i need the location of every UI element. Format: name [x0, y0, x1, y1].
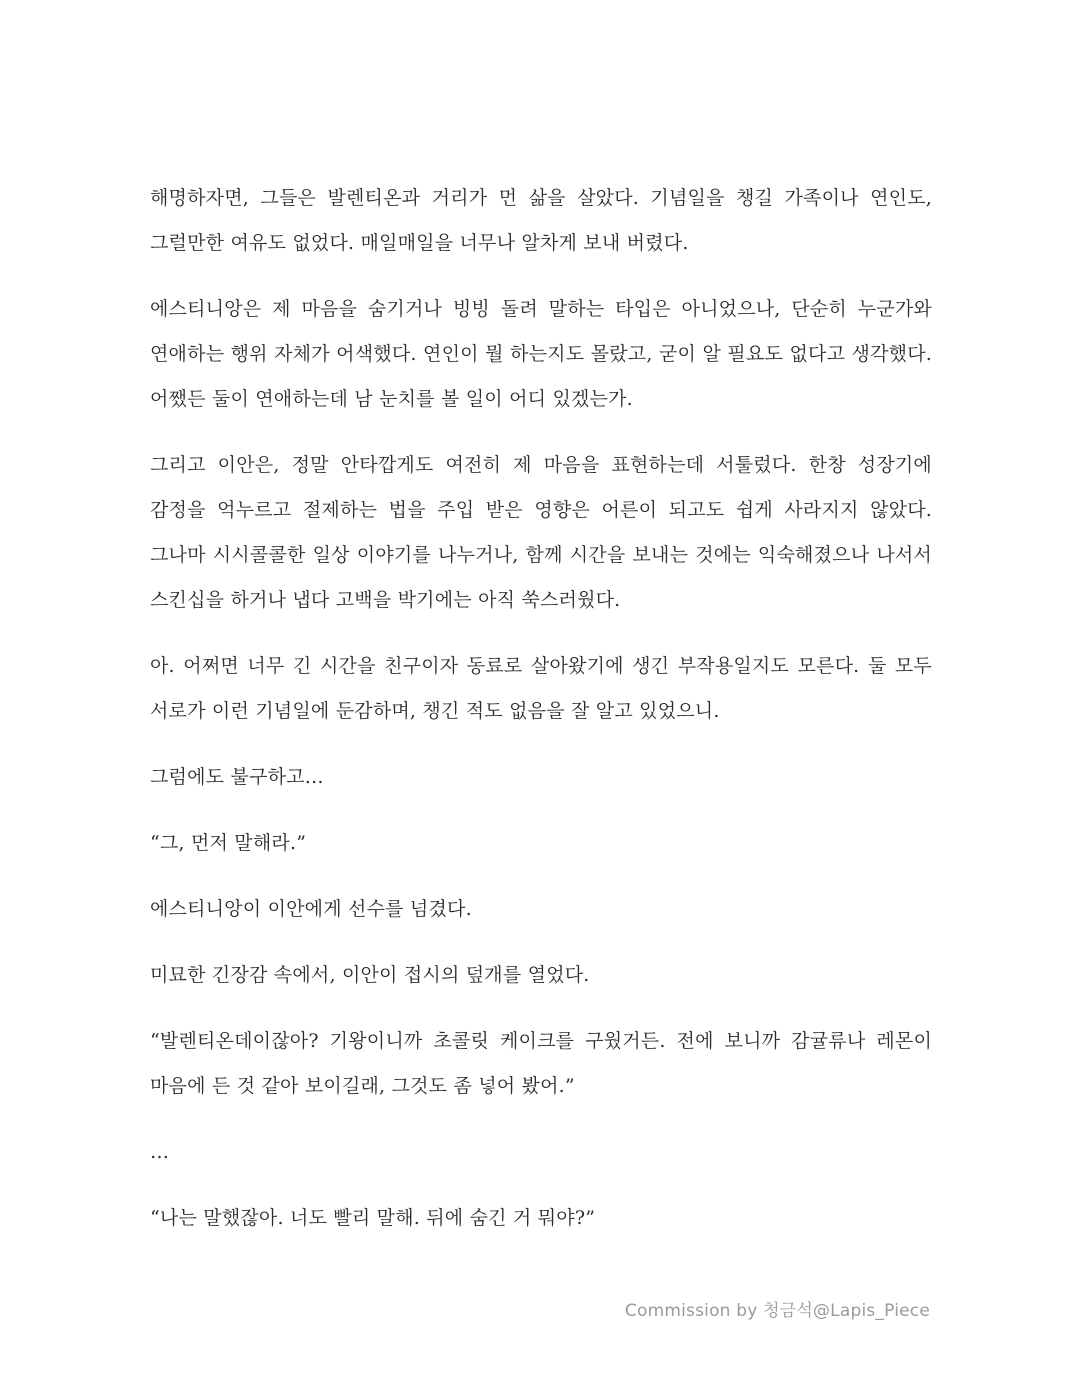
paragraph: 에스티니앙이 이안에게 선수를 넘겼다.: [150, 898, 472, 920]
paragraph: 미묘한 긴장감 속에서, 이안이 접시의 덮개를 열었다.: [150, 964, 590, 986]
dialogue-line: “발렌티온데이잖아? 기왕이니까 초콜릿 케이크를 구웠거든. 전에 보니까 감귤류나 레몬이 마음에 든 것 같아 보이길래, 그것도 좀 넣어 봤어.”: [150, 1030, 932, 1097]
ellipsis-line: …: [150, 1141, 170, 1163]
paragraph: 에스티니앙은 제 마음을 숨기거나 빙빙 돌려 말하는 타입은 아니었으나, 단순히 누군가와 연애하는 행위 자체가 어색했다. 연인이 뭘 하는지도 몰랐고, 굳이 알 필요도 없다고 생각했다. 어쨌든 둘이 연애하는데 남 눈치를 볼 일이 어디 있겠는가.: [150, 298, 932, 410]
document-body: [150, 176, 932, 1262]
paragraph: 그리고 이안은, 정말 안타깝게도 여전히 제 마음을 표현하는데 서툴렀다. 한창 성장기에 감정을 억누르고 절제하는 법을 주입 받은 영향은 어른이 되고도 쉽게 사라지지 않았다. 그나마 시시콜콜한 일상 이야기를 나누거나, 함께 시간을 보내는 것에는 익숙해졌으나 나서서 스킨십을 하거나 냅다 고백을 박기에는 아직 쑥스러웠다.: [150, 454, 932, 611]
commission-credit: Commission by 청금석@Lapis_Piece: [624, 1301, 930, 1321]
paragraph: 그럼에도 불구하고…: [150, 766, 324, 788]
paragraph: 아. 어쩌면 너무 긴 시간을 친구이자 동료로 살아왔기에 생긴 부작용일지도 모른다. 둘 모두 서로가 이런 기념일에 둔감하며, 챙긴 적도 없음을 잘 알고 있었으니.: [150, 655, 932, 722]
dialogue-line: “나는 말했잖아. 너도 빨리 말해. 뒤에 숨긴 거 뭐야?”: [150, 1207, 596, 1229]
paragraph: 해명하자면, 그들은 발렌티온과 거리가 먼 삶을 살았다. 기념일을 챙길 가족이나 연인도, 그럴만한 여유도 없었다. 매일매일을 너무나 알차게 보내 버렸다.: [150, 187, 932, 254]
dialogue-line: “그, 먼저 말해라.”: [150, 832, 307, 854]
